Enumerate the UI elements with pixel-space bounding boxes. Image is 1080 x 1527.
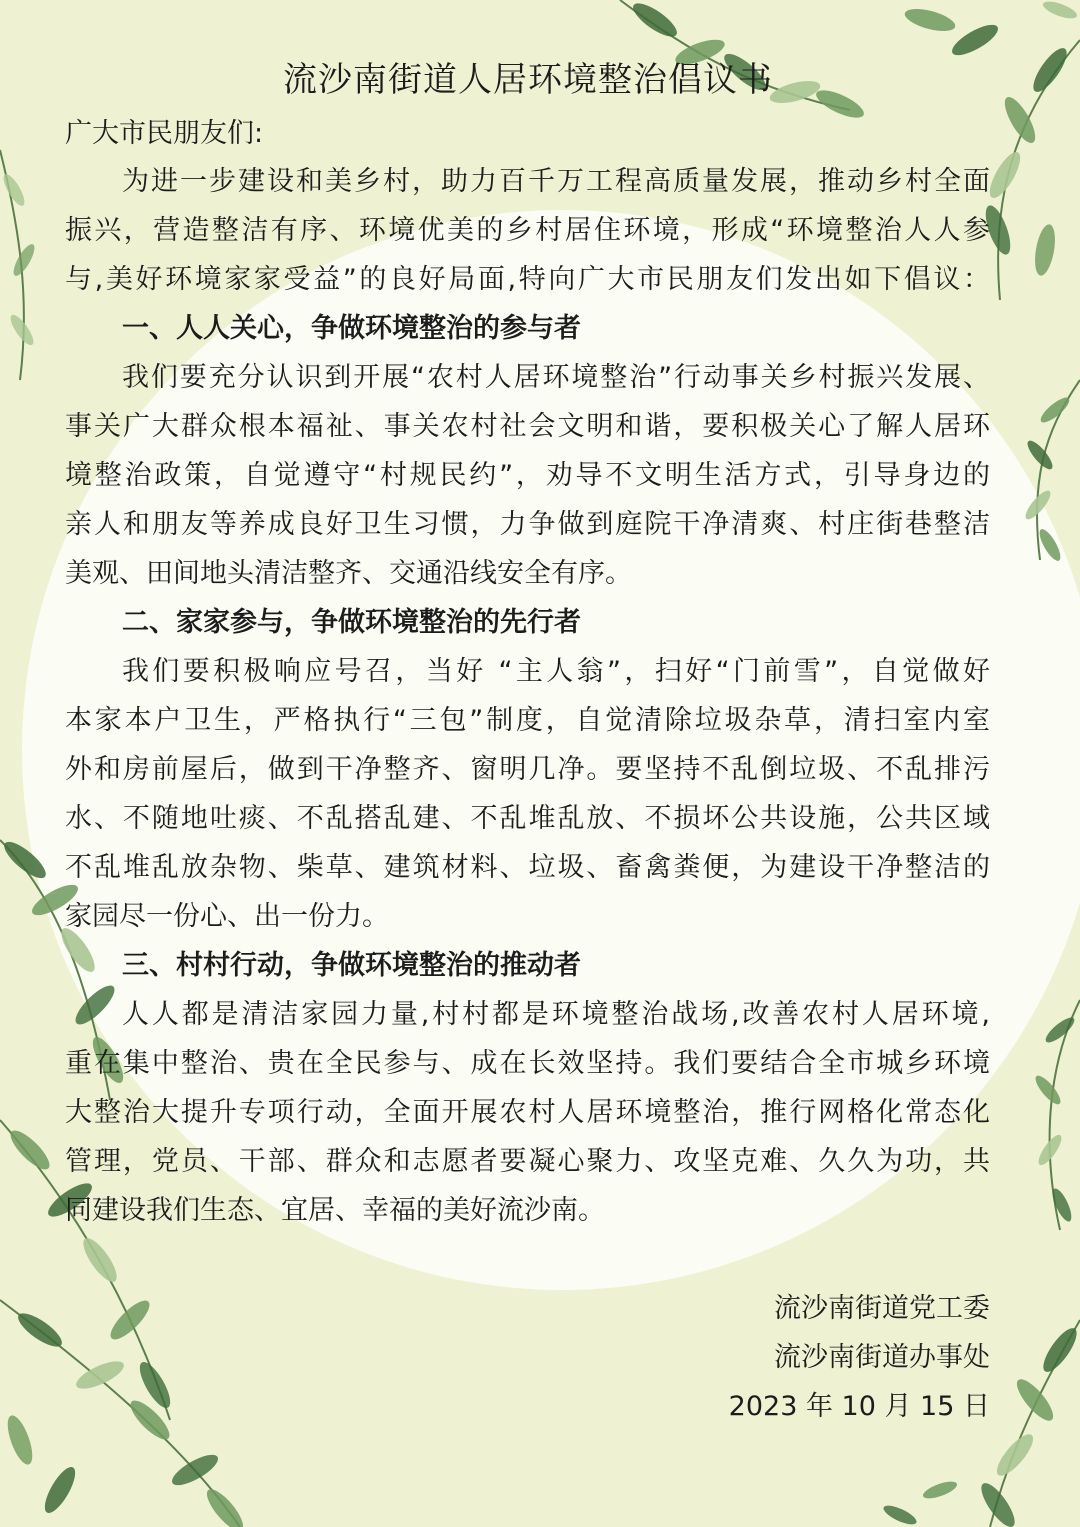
signature-org-office: 流沙南街道办事处 <box>774 1342 990 1373</box>
section-1-line: 我们要充分认识到开展“农村人居环境整治”行动事关乡村振兴发展、 <box>122 362 990 393</box>
section-1-line: 美观、田间地头清洁整齐、交通沿线安全有序。 <box>65 558 632 589</box>
section-3-line: 管理，党员、干部、群众和志愿者要凝心聚力、攻坚克难、久久为功，共 <box>65 1146 990 1177</box>
section-2-line: 不乱堆乱放杂物、柴草、建筑材料、垃圾、畜禽粪便，为建设干净整洁的 <box>65 852 990 883</box>
section-3-line: 人人都是清洁家园力量,村村都是环境整治战场,改善农村人居环境, <box>122 999 990 1030</box>
intro-line: 振兴，营造整洁有序、环境优美的乡村居住环境，形成“环境整治人人参 <box>65 215 990 246</box>
signature-org-party-committee: 流沙南街道党工委 <box>774 1293 990 1324</box>
section-2-line: 水、不随地吐痰、不乱搭乱建、不乱堆乱放、不损坏公共设施，公共区域 <box>65 803 990 834</box>
section-3-line: 重在集中整治、贵在全民参与、成在长效坚持。我们要结合全市城乡环境 <box>65 1048 990 1079</box>
section-1-line: 境整治政策，自觉遵守“村规民约”，劝导不文明生活方式，引导身边的 <box>65 460 990 491</box>
section-heading-1: 一、人人关心，争做环境整治的参与者 <box>122 313 581 344</box>
section-3-line: 大整治大提升专项行动，全面开展农村人居环境整治，推行网格化常态化 <box>65 1097 990 1128</box>
intro-line: 为进一步建设和美乡村，助力百千万工程高质量发展，推动乡村全面 <box>122 166 990 197</box>
section-2-line: 家园尽一份心、出一份力。 <box>65 901 389 932</box>
section-1-line: 亲人和朋友等养成良好卫生习惯，力争做到庭院干净清爽、村庄街巷整洁 <box>65 509 990 540</box>
signature-date: 2023 年 10 月 15 日 <box>728 1391 990 1422</box>
section-2-line: 本家本户卫生，严格执行“三包”制度，自觉清除垃圾杂草，清扫室内室 <box>65 705 990 736</box>
section-heading-3: 三、村村行动，争做环境整治的推动者 <box>122 950 581 981</box>
section-3-line: 同建设我们生态、宜居、幸福的美好流沙南。 <box>65 1195 605 1226</box>
section-2-line: 外和房前屋后，做到干净整齐、窗明几净。要坚持不乱倒垃圾、不乱排污 <box>65 754 990 785</box>
intro-line: 与,美好环境家家受益”的良好局面,特向广大市民朋友们发出如下倡议： <box>65 264 990 295</box>
section-1-line: 事关广大群众根本福祉、事关农村社会文明和谐，要积极关心了解人居环 <box>65 411 990 442</box>
salutation: 广大市民朋友们: <box>65 118 264 149</box>
section-2-line: 我们要积极响应号召，当好 “主人翁”，扫好“门前雪”，自觉做好 <box>122 656 990 687</box>
document-title: 流沙南街道人居环境整治倡议书 <box>283 60 773 100</box>
section-heading-2: 二、家家参与，争做环境整治的先行者 <box>122 607 581 638</box>
